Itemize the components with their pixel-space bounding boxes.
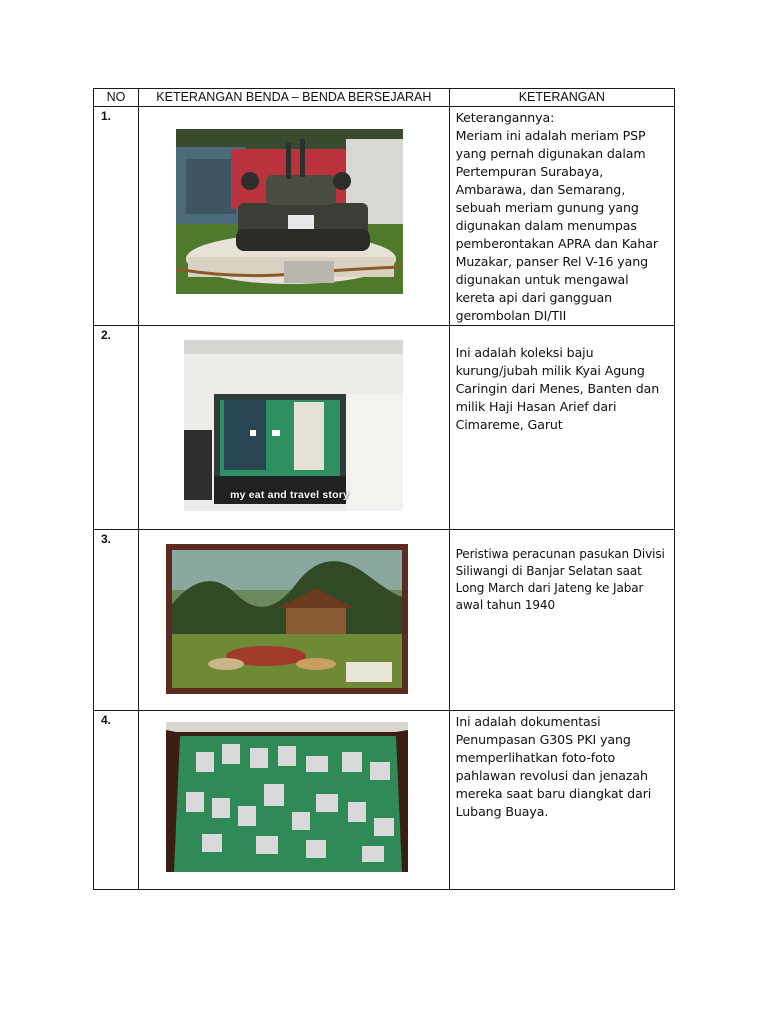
description-text: Ini adalah koleksi baju kurung/jubah milik Kyai Agung Caringin dari Menes, Banten dan milik Haji Hasan Arief dari Cimareme, Garut [455, 345, 660, 432]
table-row [94, 530, 675, 711]
row-image-cell [139, 107, 450, 326]
table-header-row [94, 89, 675, 107]
row-description [449, 326, 674, 530]
row-description [449, 107, 674, 326]
display-case-clothes-photo [184, 340, 403, 511]
table-row [94, 711, 675, 890]
history-objects-table [93, 88, 675, 890]
row-image-cell [139, 530, 450, 711]
description-label: Keterangannya: [455, 110, 555, 125]
photo-watermark: my eat and travel story [230, 489, 350, 501]
row-number: 3. [94, 530, 139, 711]
table-row [94, 107, 675, 326]
photo-collection-case-photo [166, 722, 408, 872]
row-image-cell [139, 711, 450, 890]
row-description [449, 530, 674, 711]
description-text: Peristiwa peracunan pasukan Divisi Siliwangi di Banjar Selatan saat Long March dari Jateng ke Jabar awal tahun 1940 [455, 547, 665, 612]
painting-jungle-village-photo [166, 544, 408, 694]
row-number: 1. [94, 107, 139, 326]
header-item: KETERANGAN BENDA – BENDA BERSEJARAH [139, 89, 450, 107]
table-row [94, 326, 675, 530]
header-no: NO [94, 89, 139, 107]
header-desc: KETERANGAN [449, 89, 674, 107]
row-description [449, 711, 674, 890]
row-number: 2. [94, 326, 139, 530]
description-text: Meriam ini adalah meriam PSP yang pernah digunakan dalam Pertempuran Surabaya, Ambarawa, dan Semarang, sebuah meriam gunung yang digunakan dalam menumpas pemberontakan APRA dan Kahar Muzakar, panser Rel V-16 yang digunakan untuk mengawal kereta api dari gangguan gerombolan DI/TII [455, 128, 658, 323]
tank-museum-photo [176, 129, 403, 294]
row-image-cell [139, 326, 450, 530]
description-text: Ini adalah dokumentasi Penumpasan G30S PKI yang memperlihatkan foto-foto pahlawan revolusi dan jenazah mereka saat baru diangkat dari Lubang Buaya. [455, 714, 652, 819]
row-number: 4. [94, 711, 139, 890]
